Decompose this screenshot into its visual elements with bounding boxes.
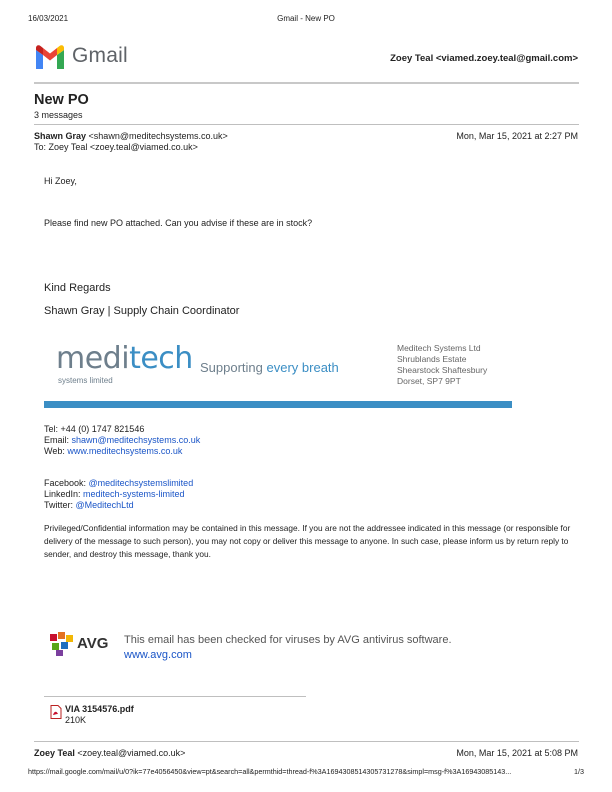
logo-medi: medi: [56, 341, 130, 376]
message-count: 3 messages: [34, 110, 83, 120]
thread-divider: [34, 124, 579, 125]
contact-email: [44, 435, 200, 446]
address-line: Shearstock Shaftesbury: [397, 365, 488, 375]
sender-email: <shawn@meditechsystems.co.uk>: [88, 131, 228, 141]
contact-facebook: [44, 478, 193, 489]
attachment-size: 210K: [65, 715, 87, 725]
banner-tagline: [200, 360, 339, 375]
attachment-filename[interactable]: VIA 3154576.pdf: [65, 704, 134, 714]
avg-logo: [48, 630, 108, 660]
header-divider: [34, 82, 579, 84]
twitter-label: Twitter:: [44, 500, 76, 510]
logo-subtitle: systems limited: [58, 376, 113, 385]
thread-subject: New PO: [34, 92, 89, 108]
message2-date: Mon, Mar 15, 2021 at 5:08 PM: [456, 748, 578, 758]
facebook-label: Facebook:: [44, 478, 89, 488]
sender-email: <zoey.teal@viamed.co.uk>: [77, 748, 186, 758]
web-link[interactable]: www.meditechsystems.co.uk: [67, 446, 183, 456]
sender-name: Zoey Teal: [34, 748, 75, 758]
message1-sender: [34, 131, 228, 142]
meditech-logo: [56, 342, 193, 376]
tagline-part-b: every breath: [266, 360, 339, 375]
contact-linkedin: [44, 489, 185, 500]
email-link[interactable]: shawn@meditechsystems.co.uk: [71, 435, 201, 445]
tagline-part-a: Supporting: [200, 360, 267, 375]
gmail-logo-icon: [34, 45, 66, 69]
facebook-link[interactable]: @meditechsystemslimited: [88, 478, 194, 488]
disclaimer-text: Privileged/Confidential information may be contained in this message. If you are not the addressee indicated in this message (or responsible for delivery of the message to such person), you may not copy or deliver this message to anyone. In such case, please inform us by return reply to sender, and destroy this message, thank you.: [44, 523, 571, 559]
banner-address: [397, 343, 487, 387]
account-label: Zoey Teal <viamed.zoey.teal@gmail.com>: [390, 53, 578, 64]
print-url: https://mail.google.com/mail/u/0?ik=77e4056450&view=pt&search=all&permthid=thread-f%3A1694308514305731278&simpl=msg-f%3A16943085143...: [28, 767, 512, 776]
web-label: Web:: [44, 446, 68, 456]
greeting: Hi Zoey,: [44, 176, 77, 186]
avg-wordmark: AVG: [77, 635, 109, 652]
address-line: Meditech Systems Ltd: [397, 343, 481, 353]
message1-recipient: To: Zoey Teal <zoey.teal@viamed.co.uk>: [34, 142, 198, 152]
linkedin-link[interactable]: meditech-systems-limited: [83, 489, 185, 499]
contact-tel: Tel: +44 (0) 1747 821546: [44, 424, 145, 434]
message-body: Please find new PO attached. Can you advise if these are in stock?: [44, 218, 313, 228]
pdf-file-icon[interactable]: [50, 705, 62, 719]
avg-link[interactable]: www.avg.com: [124, 649, 192, 661]
gmail-wordmark: Gmail: [72, 44, 128, 67]
email-label: Email:: [44, 435, 72, 445]
address-line: Dorset, SP7 9PT: [397, 376, 461, 386]
kind-regards: Kind Regards: [44, 282, 111, 294]
linkedin-label: LinkedIn:: [44, 489, 84, 499]
avg-shield-icon: [48, 630, 76, 658]
message1-date: Mon, Mar 15, 2021 at 2:27 PM: [456, 131, 578, 141]
print-date: 16/03/2021: [28, 14, 69, 23]
address-line: Shrublands Estate: [397, 354, 467, 364]
contact-web: [44, 446, 182, 457]
attachment-divider: [44, 696, 306, 697]
message-divider: [34, 741, 579, 742]
twitter-link[interactable]: @MeditechLtd: [75, 500, 134, 510]
logo-tech: tech: [129, 341, 193, 376]
print-title: Gmail - New PO: [277, 14, 335, 23]
banner-bar: [44, 401, 512, 408]
print-page-number: 1/3: [574, 767, 584, 776]
avg-message: This email has been checked for viruses by AVG antivirus software.: [124, 634, 452, 646]
contact-twitter: [44, 500, 134, 511]
message2-sender: [34, 748, 185, 759]
signature-name: Shawn Gray | Supply Chain Coordinator: [44, 305, 240, 317]
sender-name: Shawn Gray: [34, 131, 87, 141]
